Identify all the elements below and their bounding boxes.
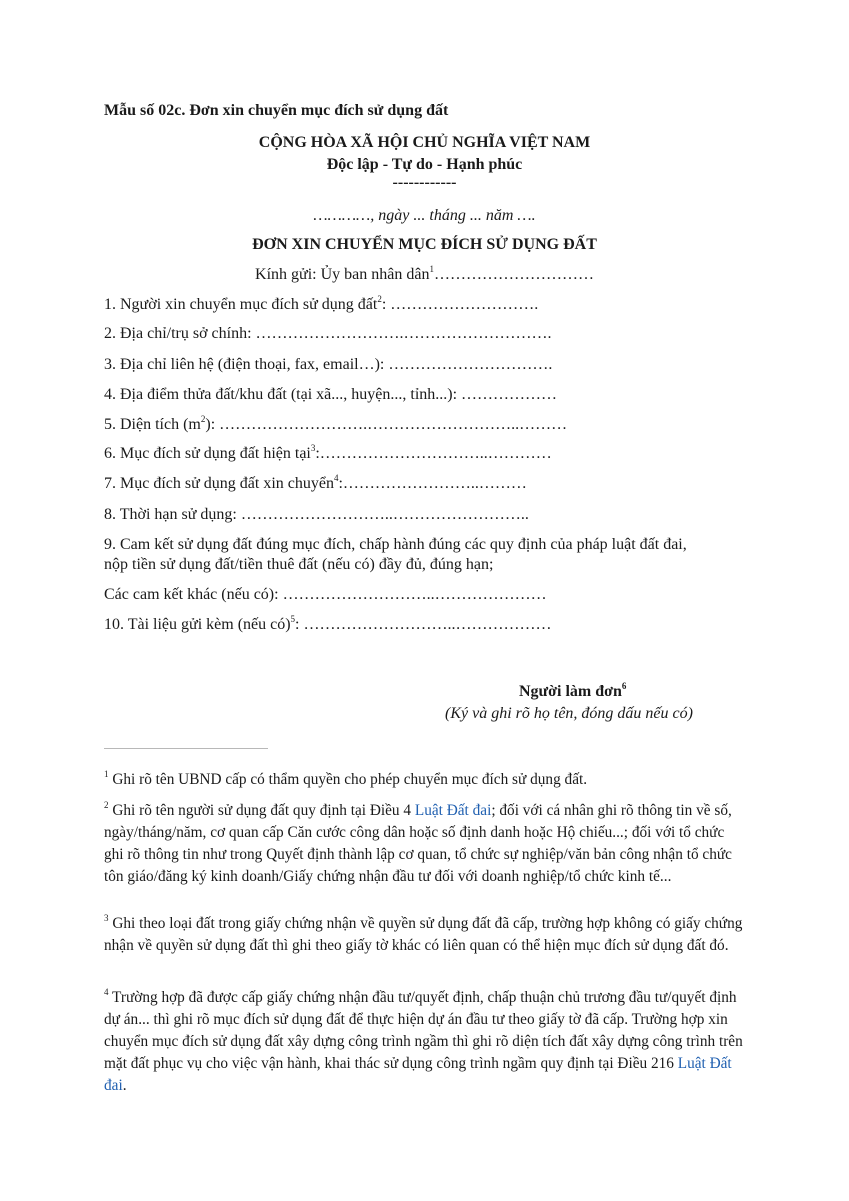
footnote-3-text: Ghi theo loại đất trong giấy chứng nhận về quyền sử dụng đất đã cấp, trường hợp không có giấy chứng nhận về quyền sử dụng đất thì ghi theo giấy tờ khác có liên quan có thể hiện mục đích sử dụng đất đó.	[104, 915, 743, 954]
recipient-dots: …………………………	[433, 266, 594, 283]
law-link[interactable]: Luật Đất đai	[104, 1055, 732, 1094]
signature-label	[519, 680, 627, 701]
item-5-text: 5. Diện tích (m	[104, 416, 201, 433]
motto: Độc lập - Tự do - Hạnh phúc	[326, 156, 523, 173]
item-9-line-2: nộp tiền sử dụng đất/tiền thuê đất (nếu có) đầy đủ, đúng hạn;	[104, 556, 494, 573]
superscript: 2	[200, 413, 206, 424]
footnote-ref: 4	[333, 472, 339, 483]
footnote-4	[104, 987, 744, 1097]
footnote-4-text-cont: .	[122, 1077, 127, 1094]
footnote-divider	[104, 748, 268, 749]
footnote-ref: 3	[310, 442, 316, 453]
recipient-text: Kính gửi: Ủy ban nhân dân	[255, 266, 430, 283]
footnote-3	[104, 913, 744, 957]
item-7	[104, 472, 527, 493]
footnote-number: 4	[104, 986, 109, 997]
item-8: 8. Thời hạn sử dụng: ………………………..……………………..	[104, 506, 529, 523]
item-10-text: 10. Tài liệu gửi kèm (nếu có)	[104, 616, 291, 633]
item-1-dots: : ……………………….	[381, 296, 539, 313]
footnote-number: 3	[104, 912, 109, 923]
item-7-dots: :……………………..………	[338, 475, 527, 492]
footnote-4-text: Trường hợp đã được cấp giấy chứng nhận đầu tư/quyết định, chấp thuận chủ trương đầu tư/quyết định dự án... thì ghi rõ mục đích sử dụng đất để thực hiện dự án đầu tư theo giấy tờ đã cấp. Trường hợp xin chuyển mục đích sử dụng đất xây dựng công trình ngầm thì ghi rõ diện tích đất xây dựng công trình trên mặt đất phục vụ cho việc vận hành, khai thác sử dụng công trình ngầm quy định tại Điều 216	[104, 989, 743, 1072]
footnote-ref: 2	[377, 293, 382, 304]
date-line: …………, ngày ... tháng ... năm ….	[313, 207, 536, 224]
item-5-dots: ): ……………………….………………………..………	[205, 416, 568, 433]
item-1	[104, 293, 539, 314]
item-9-line-1: 9. Cam kết sử dụng đất đúng mục đích, chấp hành đúng các quy định của pháp luật đất đai,	[104, 536, 687, 553]
item-5	[104, 413, 568, 434]
recipient-line	[0, 263, 849, 284]
item-4: 4. Địa điểm thửa đất/khu đất (tại xã..., huyện..., tỉnh...): ………………	[104, 386, 558, 403]
item-10-dots: : ………………………..………………	[295, 616, 552, 633]
footnote-1-text: Ghi rõ tên UBND cấp có thẩm quyền cho phép chuyển mục đích sử dụng đất.	[108, 771, 588, 788]
footnote-ref: 1	[429, 263, 434, 274]
document-title: ĐƠN XIN CHUYỂN MỤC ĐÍCH SỬ DỤNG ĐẤT	[252, 236, 597, 253]
separator-line: ------------	[392, 174, 457, 191]
signature-note: (Ký và ghi rõ họ tên, đóng dấu nếu có)	[445, 705, 693, 722]
form-title: Mẫu số 02c. Đơn xin chuyển mục đích sử dụng đất	[104, 102, 449, 119]
item-2: 2. Địa chỉ/trụ sở chính: ……………………….……………………….	[104, 325, 552, 342]
item-1-text: 1. Người xin chuyển mục đích sử dụng đất	[104, 296, 378, 313]
item-10	[104, 613, 552, 634]
footnote-2-text-cont: ; đối với cá nhân ghi rõ thông tin về số, ngày/tháng/năm, cơ quan cấp Căn cước công dân hoặc số định danh hoặc Hộ chiếu...; đối với tổ chức ghi rõ thông tin như trong Quyết định thành lập cơ quan, tổ chức sự nghiệp/văn bản công nhận tổ chức tôn giáo/đăng ký kinh doanh/Giấy chứng nhận đầu tư đối với doanh nghiệp/tổ chức kinh tế...	[104, 802, 732, 885]
item-7-text: 7. Mục đích sử dụng đất xin chuyển	[104, 475, 334, 492]
signature-label-text: Người làm đơn	[519, 683, 622, 700]
item-6-dots: :…………………………..…………	[315, 445, 552, 462]
footnote-ref: 5	[290, 613, 296, 624]
item-6	[104, 442, 552, 463]
item-3: 3. Địa chỉ liên hệ (điện thoại, fax, email…): ………………………….	[104, 356, 553, 373]
footnote-1	[104, 769, 744, 791]
footnote-ref: 6	[621, 680, 627, 691]
footnote-2-text: Ghi rõ tên người sử dụng đất quy định tại Điều 4	[108, 802, 415, 819]
footnote-number: 2	[104, 799, 109, 810]
item-6-text: 6. Mục đích sử dụng đất hiện tại	[104, 445, 311, 462]
footnote-number: 1	[104, 768, 109, 779]
footnote-2	[104, 800, 744, 888]
nation-heading: CỘNG HÒA XÃ HỘI CHỦ NGHĨA VIỆT NAM	[258, 134, 591, 151]
law-link[interactable]: Luật Đất đai	[414, 802, 492, 819]
other-commitments: Các cam kết khác (nếu có): ………………………..…………………	[104, 586, 547, 603]
